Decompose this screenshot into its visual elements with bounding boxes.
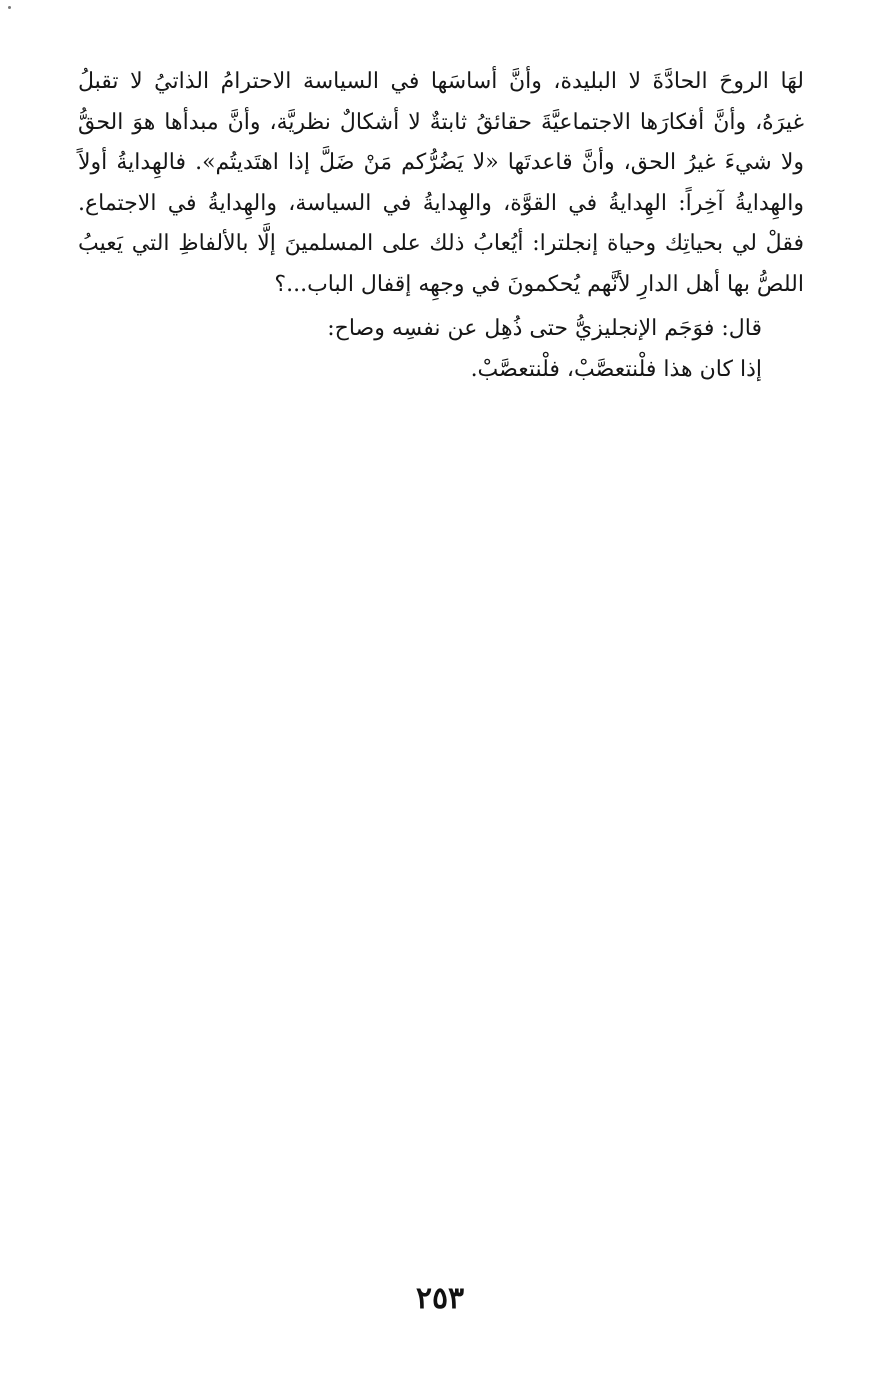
page-number: ٢٥٣ [415, 1281, 465, 1316]
main-paragraph [78, 62, 804, 306]
paragraph-line-5: فقلْ لي بحياتِك وحياة إنجلترا: أيُعابُ ذلك على المسلمينَ إلَّا بالألفاظِ التي يَعيبُ [78, 231, 804, 257]
paragraph-line-3: ولا شيءَ غيرُ الحق، وأنَّ قاعدتَها «لا يَضُرُّكم مَنْ ضَلَّ إذا اهتَديتُم». فالهِدايةُ أولاً [78, 150, 804, 176]
dialogue-line-1: قال: فوَجَم الإنجليزيُّ حتى ذُهِل عن نفسِه وصاح: [327, 316, 762, 341]
paragraph-line-6: اللصُّ بها أهل الدارِ لأنَّهم يُحكمونَ في وجهِه إقفال الباب...؟ [274, 271, 804, 297]
dialogue-line-2: إذا كان هذا فلْنتعصَّبْ، فلْنتعصَّبْ. [470, 356, 762, 382]
paragraph-line-2: غيرَهُ، وأنَّ أفكارَها الاجتماعيَّةَ حقائقُ ثابتةٌ لا أشكالٌ نظريَّة، وأنَّ مبدأها هوَ الحقُّ [78, 109, 804, 135]
scan-speck [8, 6, 11, 9]
paragraph-line-4: والهِدايةُ آخِراً: الهِدايةُ في القوَّة، والهِدايةُ في السياسة، والهِدايةُ في الاجتماع. [78, 190, 804, 216]
dialogue-block [150, 309, 804, 390]
paragraph-line-1: لهَا الروحَ الحادَّةَ لا البليدة، وأنَّ أساسَها في السياسة الاحترامُ الذاتيُ لا تقبلُ [78, 69, 804, 94]
